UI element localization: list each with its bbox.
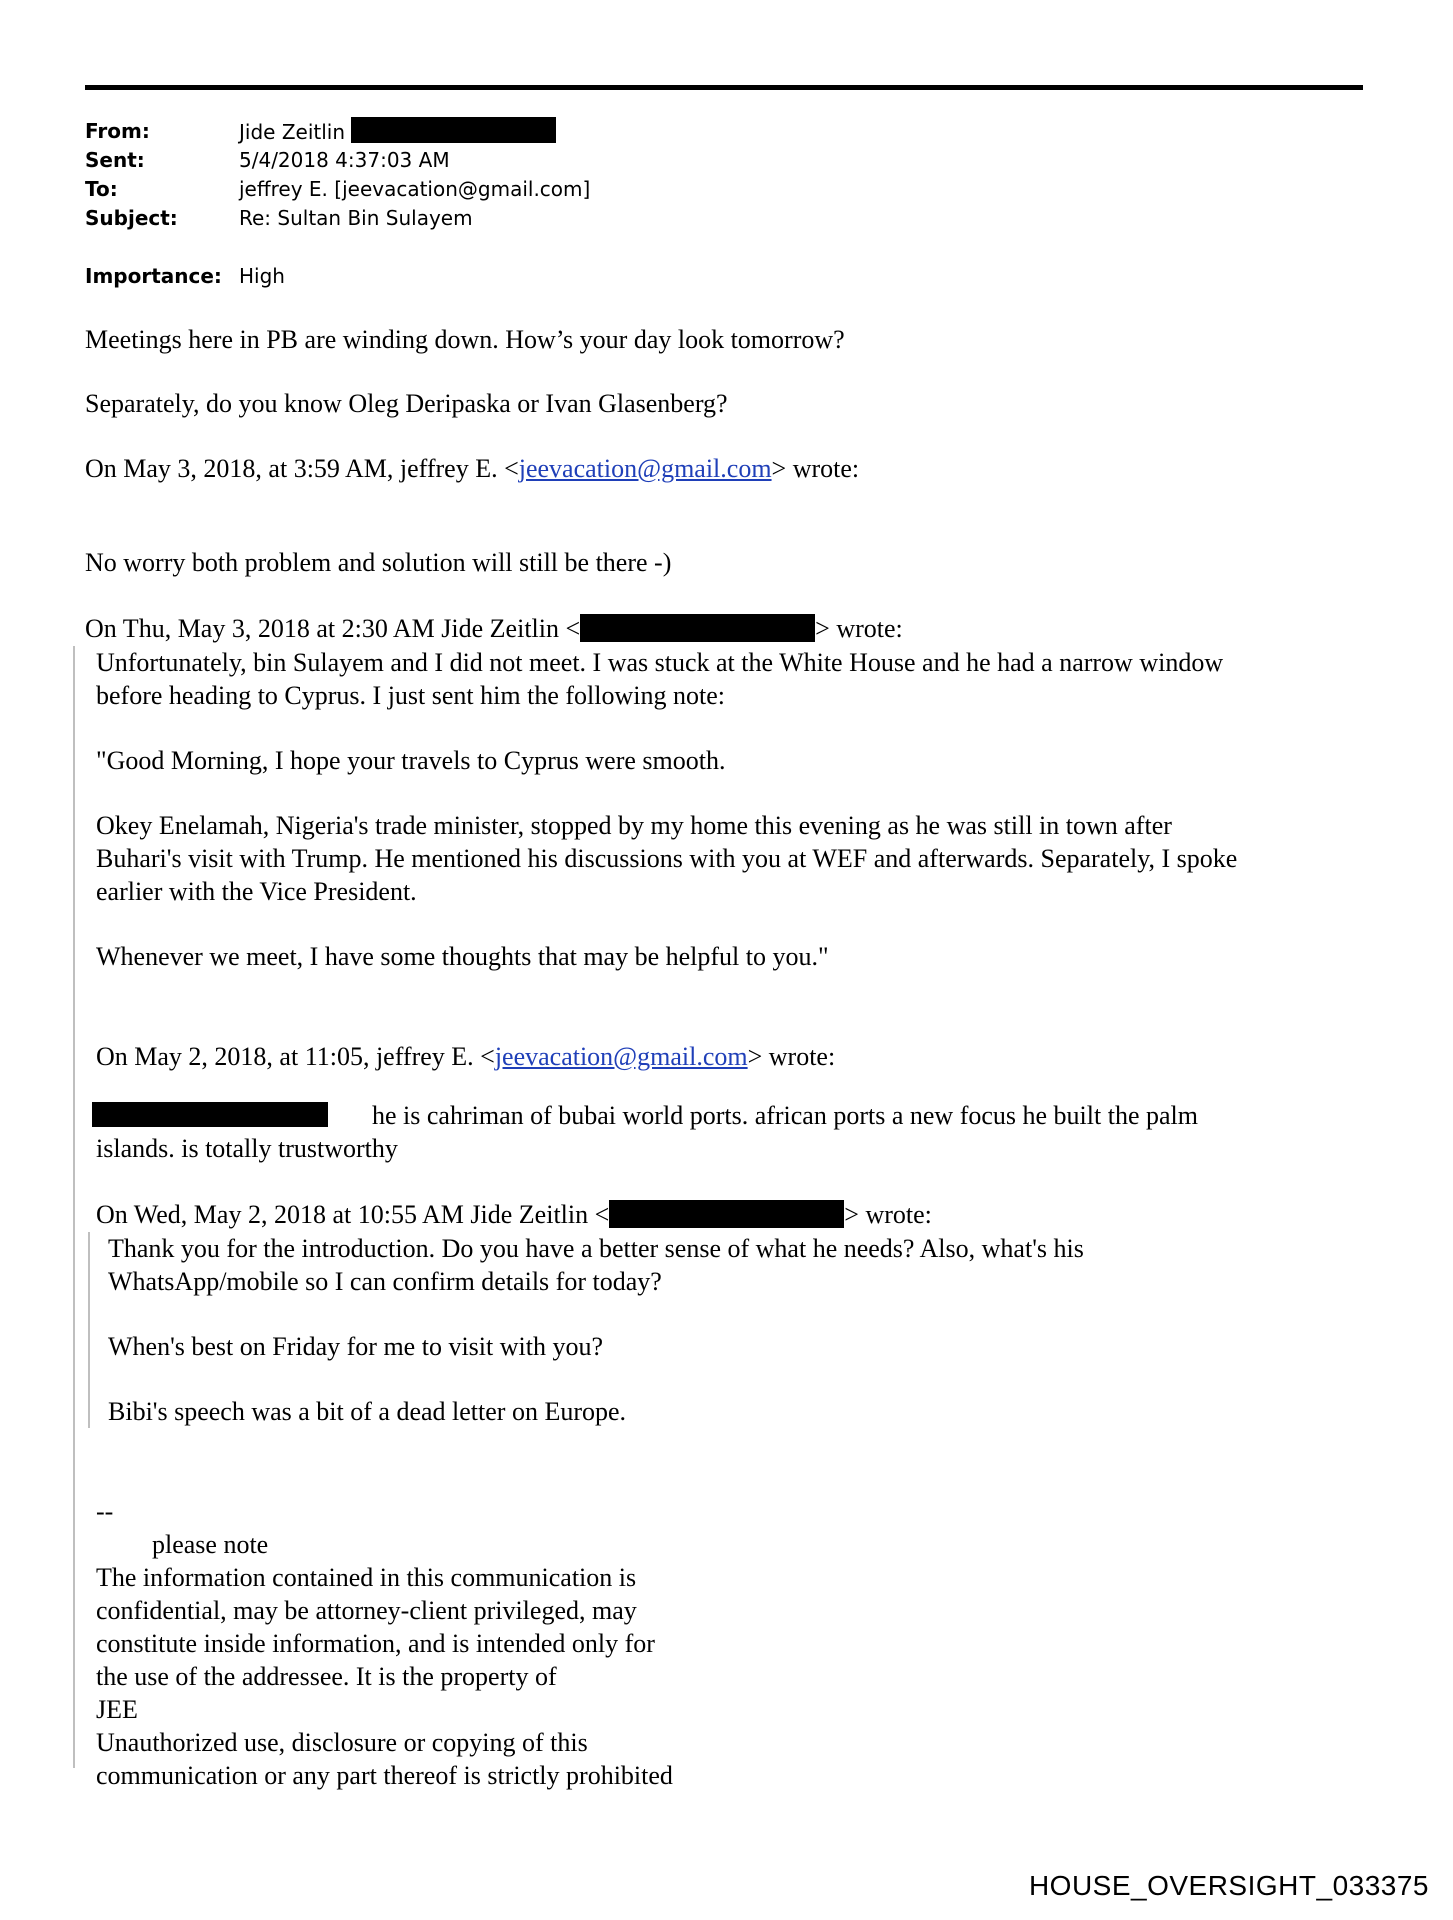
- disclaimer-line: The information contained in this communication is: [96, 1563, 637, 1592]
- signature-note: please note: [152, 1530, 269, 1559]
- quoted-line: "Good Morning, I hope your travels to Cyprus were smooth.: [96, 746, 726, 775]
- redaction-box: [351, 117, 556, 143]
- from-label: From:: [85, 119, 150, 143]
- disclaimer-line: confidential, may be attorney-client privileged, may: [96, 1596, 637, 1625]
- redaction-box: [609, 1200, 844, 1228]
- importance-label: Importance:: [85, 264, 222, 288]
- quoted-line: WhatsApp/mobile so I can confirm details for today?: [108, 1267, 662, 1296]
- to-label: To:: [85, 177, 118, 201]
- quote-attribution-1: [85, 452, 859, 485]
- quote-attribution-text: On Wed, May 2, 2018 at 10:55 AM Jide Zeitlin <: [96, 1200, 610, 1229]
- quote-attribution-text: > wrote:: [815, 614, 903, 643]
- disclaimer-line: the use of the addressee. It is the property of: [96, 1662, 557, 1691]
- quote-attribution-text: > wrote:: [844, 1200, 932, 1229]
- quote-bar-outer: [73, 646, 75, 1768]
- quoted-line: he is cahriman of bubai world ports. african ports a new focus he built the palm: [372, 1101, 1198, 1130]
- quote-attribution-text: > wrote:: [747, 1042, 836, 1071]
- signature-dashes: --: [96, 1497, 114, 1526]
- quote-bar-inner: [88, 1232, 90, 1428]
- disclaimer-line: constitute inside information, and is intended only for: [96, 1629, 655, 1658]
- disclaimer-line: Unauthorized use, disclosure or copying of this: [96, 1728, 588, 1757]
- from-name: Jide Zeitlin: [239, 120, 346, 144]
- bates-number: HOUSE_OVERSIGHT_033375: [1028, 1870, 1429, 1901]
- quoted-line: Whenever we meet, I have some thoughts that may be helpful to you.": [96, 942, 829, 971]
- email-link[interactable]: jeevacation@gmail.com: [494, 1042, 748, 1071]
- quoted-line: Unfortunately, bin Sulayem and I did not meet. I was stuck at the White House and he had a narrow window: [96, 648, 1224, 677]
- quote-attribution-text: > wrote:: [771, 454, 860, 483]
- quote-attribution-text: On May 2, 2018, at 11:05, jeffrey E. <: [96, 1042, 495, 1071]
- redaction-box: [92, 1102, 328, 1127]
- disclaimer-line: JEE: [96, 1695, 138, 1724]
- header-rule: [85, 85, 1363, 90]
- message-paragraph-3: No worry both problem and solution will still be there -): [85, 548, 672, 577]
- from-value: [239, 117, 556, 147]
- to-value: jeffrey E. [jeevacation@gmail.com]: [239, 177, 591, 201]
- sent-label: Sent:: [85, 148, 145, 172]
- subject-label: Subject:: [85, 206, 178, 230]
- message-paragraph-1: Meetings here in PB are winding down. How’s your day look tomorrow?: [85, 325, 845, 354]
- quote-attribution-text: On May 3, 2018, at 3:59 AM, jeffrey E. <: [85, 454, 519, 483]
- quote-attribution-text: On Thu, May 3, 2018 at 2:30 AM Jide Zeitlin <: [85, 614, 581, 643]
- quoted-line: before heading to Cyprus. I just sent him the following note:: [96, 681, 725, 710]
- quote-attribution-3: [96, 1040, 835, 1073]
- quote-attribution-2: [85, 612, 903, 645]
- importance-value: High: [239, 264, 285, 288]
- quoted-line: Buhari's visit with Trump. He mentioned his discussions with you at WEF and afterwards. Separately, I spoke: [96, 844, 1238, 873]
- quoted-line: Thank you for the introduction. Do you have a better sense of what he needs? Also, what's his: [108, 1234, 1084, 1263]
- sent-value: 5/4/2018 4:37:03 AM: [239, 148, 450, 172]
- subject-value: Re: Sultan Bin Sulayem: [239, 206, 473, 230]
- message-paragraph-2: Separately, do you know Oleg Deripaska or Ivan Glasenberg?: [85, 389, 728, 418]
- disclaimer-line: communication or any part thereof is strictly prohibited: [96, 1761, 673, 1790]
- quoted-line: When's best on Friday for me to visit with you?: [108, 1332, 604, 1361]
- email-link[interactable]: jeevacation@gmail.com: [518, 454, 772, 483]
- quoted-line: earlier with the Vice President.: [96, 877, 417, 906]
- quote-attribution-4: [96, 1198, 932, 1231]
- quoted-line: islands. is totally trustworthy: [96, 1134, 398, 1163]
- quoted-line: Bibi's speech was a bit of a dead letter on Europe.: [108, 1397, 627, 1426]
- quoted-line: Okey Enelamah, Nigeria's trade minister, stopped by my home this evening as he was still in town after: [96, 811, 1172, 840]
- redaction-box: [580, 614, 815, 642]
